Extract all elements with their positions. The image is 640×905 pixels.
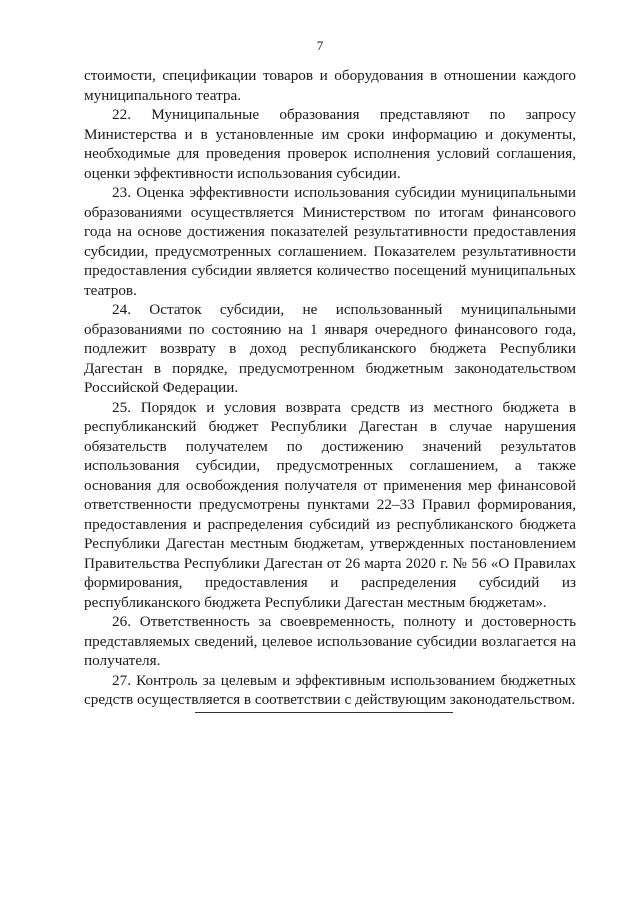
paragraph-26: 26. Ответственность за своевременность, полноту и достоверность представляемых сведений, целевое использование субсидии возлагается на получателя.: [84, 613, 576, 669]
paragraph-27: 27. Контроль за целевым и эффективным использованием бюджетных средств осуществляется в соответствии с действующим законодательством.: [84, 671, 576, 708]
paragraph-continuation: стоимости, спецификации товаров и оборудования в отношении каждого муниципального театра.: [84, 67, 576, 104]
page-number: 7: [316, 38, 324, 53]
paragraph-25: 25. Порядок и условия возврата средств из местного бюджета в республиканский бюджет Республики Дагестан в случае нарушения обязательств получателем по достижению значений результатов использования субсидии, предусмотренных соглашением, а также основания для освобождения получателя от применения мер финансовой ответственности предусмотрены пунктами 22–33 Правил формирования, предоставления и распределения субсидий из республиканского бюджета Республики Дагестан местным бюджетам, утвержденных постановлением Правительства Республики Дагестан от 26 марта 2020 г. № 56 «О Правилах формирования, предоставления и распределения субсидий из республиканского бюджета Республики Дагестан местным бюджетам».: [84, 398, 576, 611]
paragraph-22: 22. Муниципальные образования представляют по запросу Министерства и в установленные им сроки информацию и документы, необходимые для проведения проверок исполнения условий соглашения, оценки эффективности использования субсидии.: [84, 106, 576, 182]
paragraph-24: 24. Остаток субсидии, не использованный муниципальными образованиями по состоянию на 1 января очередного финансового года, подлежит возврату в доход республиканского бюджета Республики Дагестан в порядке, предусмотренном бюджетным законодательством Российской Федерации.: [84, 301, 576, 396]
paragraph-23: 23. Оценка эффективности использования субсидии муниципальными образованиями осуществляется Министерством по итогам финансового года на основе достижения показателей результативности предоставления субсидии, предусмотренных соглашением. Показателем результативности предоставления субсидии является количество посещений муниципальных театров.: [84, 184, 576, 299]
end-of-document-rule: [195, 712, 453, 713]
document-body: [84, 66, 576, 710]
